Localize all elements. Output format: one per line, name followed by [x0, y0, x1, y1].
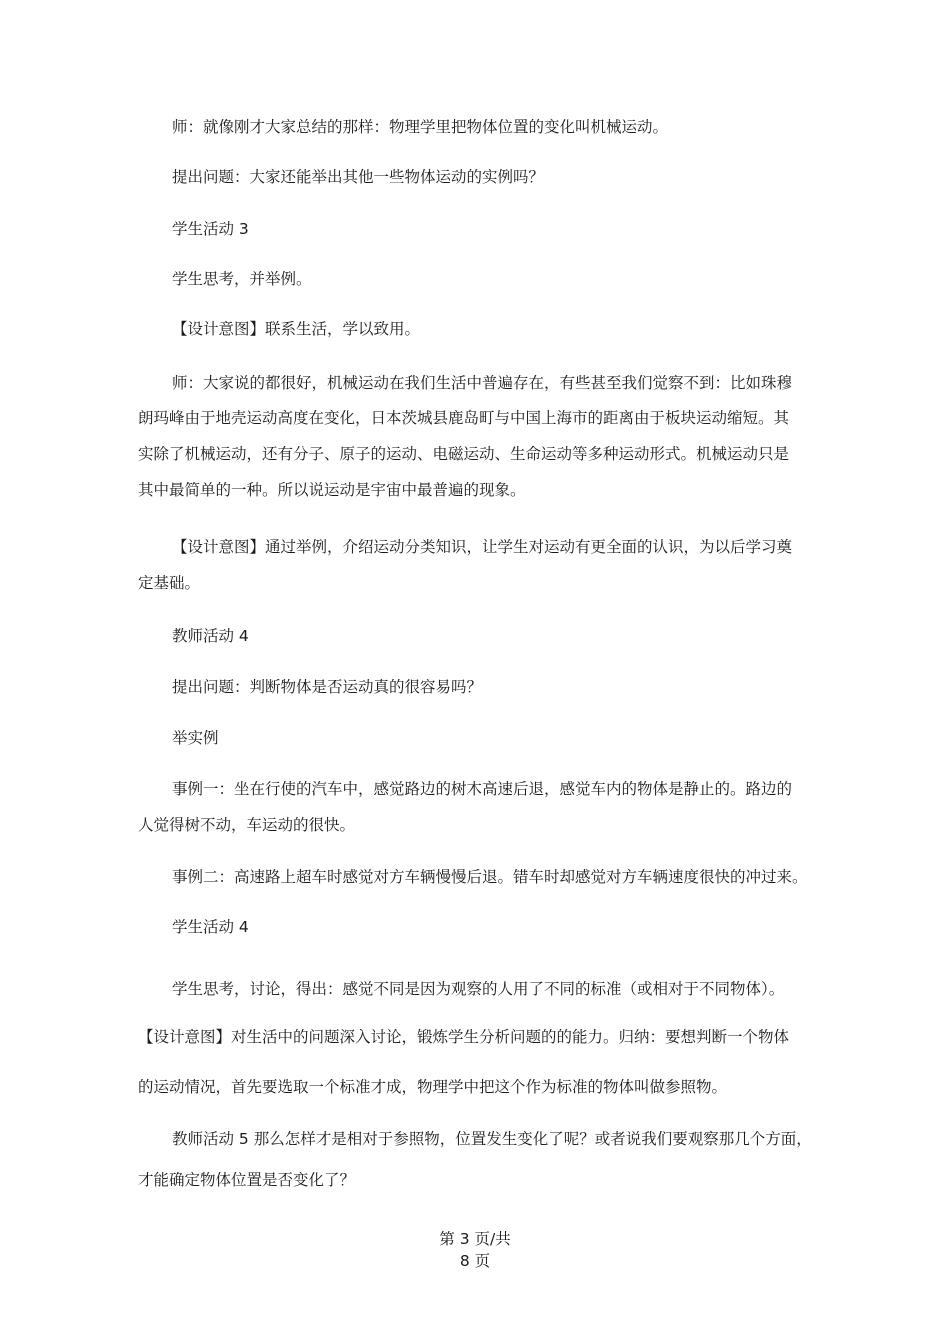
paragraph-line: 教师活动 4 [172, 627, 249, 645]
paragraph-line: 学生思考，讨论，得出：感觉不同是因为观察的人用了不同的标准（或相对于不同物体）。 [172, 980, 785, 998]
paragraph-line: 【设计意图】对生活中的问题深入讨论，锻炼学生分析问题的的能力。归纳：要想判断一个物体 [138, 1028, 790, 1046]
paragraph-line: 学生活动 3 [172, 220, 249, 238]
paragraph-line: 其中最简单的一种。所以说运动是宇宙中最普遍的现象。 [138, 481, 526, 499]
paragraph-line: 师：大家说的都很好，机械运动在我们生活中普遍存在，有些甚至我们觉察不到：比如珠穆 [172, 374, 793, 392]
paragraph-line: 事例二：高速路上超车时感觉对方车辆慢慢后退。错车时却感觉对方车辆速度很快的冲过来。 [172, 868, 808, 886]
paragraph-line: 【设计意图】通过举例，介绍运动分类知识，让学生对运动有更全面的认识，为以后学习奠 [172, 538, 793, 556]
paragraph-line: 定基础。 [138, 574, 201, 592]
paragraph-line: 学生活动 4 [172, 918, 249, 936]
paragraph-line: 教师活动 5 那么怎样才是相对于参照物，位置发生变化了呢？或者说我们要观察那几个方面， [172, 1130, 812, 1148]
paragraph-line: 学生思考，并举例。 [172, 270, 312, 288]
paragraph-line: 事例一：坐在行使的汽车中，感觉路边的树木高速后退，感觉车内的物体是静止的。路边的 [172, 780, 793, 798]
paragraph-line: 才能确定物体位置是否变化了？ [138, 1171, 356, 1189]
page-number-line1: 第 3 页/共 [439, 1230, 511, 1248]
paragraph-line: 【设计意图】联系生活，学以致用。 [172, 320, 421, 338]
paragraph-line: 的运动情况，首先要选取一个标准才成，物理学中把这个作为标准的物体叫做参照物。 [138, 1078, 728, 1096]
paragraph-line: 人觉得树不动，车运动的很快。 [138, 816, 356, 834]
paragraph-line: 提出问题：判断物体是否运动真的很容易吗？ [172, 678, 483, 696]
page-number-line2: 8 页 [459, 1252, 491, 1270]
paragraph-line: 师：就像刚才大家总结的那样：物理学里把物体位置的变化叫机械运动。 [172, 118, 669, 136]
paragraph-line: 朗玛峰由于地壳运动高度在变化，日本茨城县鹿岛町与中国上海市的距离由于板块运动缩短。其 [138, 409, 790, 427]
paragraph-line: 举实例 [172, 729, 219, 747]
paragraph-line: 实除了机械运动，还有分子、原子的运动、电磁运动、生命运动等多种运动形式。机械运动只是 [138, 445, 790, 463]
paragraph-line: 提出问题：大家还能举出其他一些物体运动的实例吗？ [172, 168, 545, 186]
